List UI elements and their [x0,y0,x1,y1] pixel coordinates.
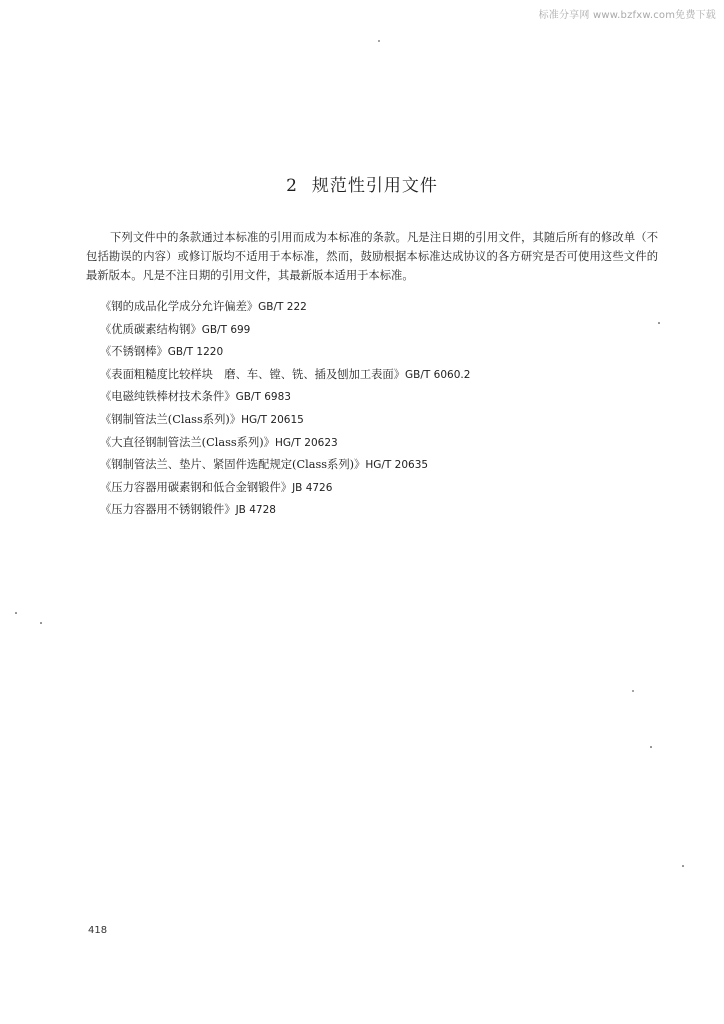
reference-item [100,386,660,409]
reference-item [100,296,660,319]
reference-code: JB 4728 [235,504,276,517]
scan-speck [15,612,17,614]
reference-title: 《压力容器用不锈钢锻件》 [100,503,236,517]
section-title: 规范性引用文件 [311,176,438,196]
scan-speck [378,40,380,42]
reference-title: 《电磁纯铁棒材技术条件》 [100,390,236,404]
reference-title: 《优质碳素结构钢》 [100,322,202,336]
scan-speck [658,322,660,324]
reference-code: JB 4726 [292,481,333,494]
reference-item [100,409,660,432]
reference-item [100,454,660,477]
scan-speck [632,690,634,692]
reference-code: GB/T 6983 [235,391,291,404]
reference-code: HG/T 20623 [274,436,338,449]
section-heading [0,171,724,196]
reference-code: HG/T 20635 [365,459,429,472]
reference-code: HG/T 20615 [241,413,304,426]
reference-title: 《压力容器用碳素钢和低合金钢锻件》 [100,480,293,494]
intro-paragraph: 下列文件中的条款通过本标准的引用而成为本标准的条款。凡是注日期的引用文件，其随后所有的修改单（不包括勘误的内容）或修订版均不适用于本标准，然而，鼓励根据本标准达成协议的各方研究是否可使用这些文件的最新版本。凡是不注日期的引用文件，其最新版本适用于本标准。 [86,231,658,282]
reference-code: GB/T 1220 [167,346,224,359]
reference-item [100,364,660,387]
reference-item [100,319,660,342]
reference-item [100,499,660,522]
reference-title: 《表面粗糙度比较样块 磨、车、镗、铣、插及刨加工表面》 [100,367,406,381]
reference-title: 《不锈钢棒》 [100,345,168,359]
scan-speck [40,622,42,624]
watermark-text: 标准分享网 www.bzfxw.com免费下载 [538,10,716,21]
scan-speck [650,746,652,748]
reference-item [100,341,660,364]
reference-title: 《钢制管法兰、垫片、紧固件选配规定(Class系列)》 [100,458,366,472]
reference-code: GB/T 6060.2 [405,368,471,381]
reference-list [100,296,660,522]
section-number: 2 [286,176,298,196]
reference-title: 《大直径钢制管法兰(Class系列)》 [100,435,275,449]
reference-title: 《钢的成品化学成分允许偏差》 [100,300,259,313]
scan-speck [682,865,684,867]
page-number: 418 [88,925,108,936]
reference-title: 《钢制管法兰(Class系列)》 [100,412,242,426]
reference-item [100,432,660,455]
reference-code: GB/T 699 [201,323,251,336]
reference-item [100,477,660,500]
reference-code: GB/T 222 [258,301,307,313]
